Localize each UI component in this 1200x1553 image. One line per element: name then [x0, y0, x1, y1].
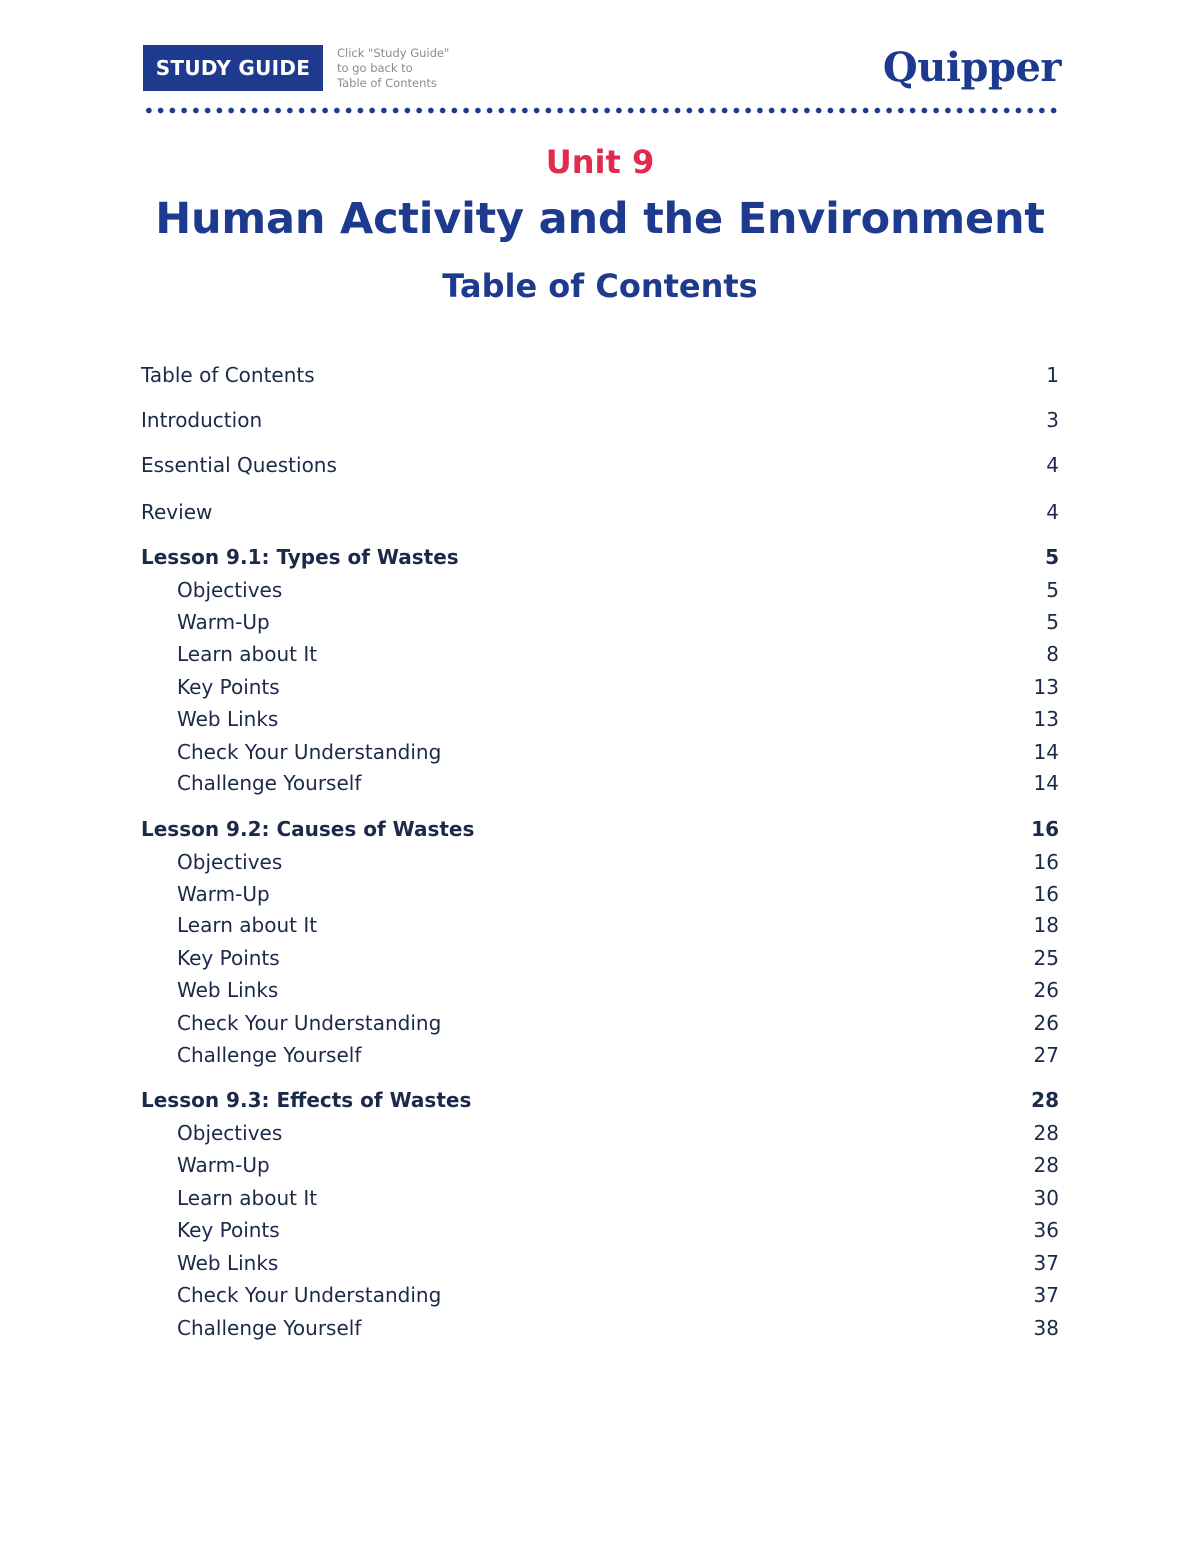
- toc-entry-label: Review: [141, 500, 213, 524]
- toc-entry-label: Web Links: [177, 978, 279, 1002]
- toc-entry-page: 1: [1046, 363, 1059, 387]
- toc-subentry[interactable]: [141, 1118, 1059, 1148]
- page-header: [143, 44, 1061, 92]
- toc-subentry[interactable]: [141, 1280, 1059, 1310]
- toc-subentry[interactable]: [141, 943, 1059, 973]
- toc-entry-label: Check Your Understanding: [177, 1011, 442, 1035]
- toc-entry-label: Key Points: [177, 675, 280, 699]
- toc-subentry[interactable]: [141, 1150, 1059, 1180]
- toc-entry-page: 36: [1033, 1218, 1059, 1242]
- toc-entry-label: Challenge Yourself: [177, 1043, 362, 1067]
- toc-entry-label: Lesson 9.3: Effects of Wastes: [141, 1088, 472, 1112]
- toc-entry-page: 16: [1031, 817, 1059, 841]
- toc-entry-page: 16: [1033, 882, 1059, 906]
- toc-subentry[interactable]: [141, 847, 1059, 877]
- toc-entry-page: 5: [1046, 610, 1059, 634]
- toc-entry-page: 8: [1046, 642, 1059, 666]
- toc-lesson-9-2[interactable]: [141, 814, 1059, 844]
- toc-entry-label: Challenge Yourself: [177, 771, 362, 795]
- dotted-divider: [143, 107, 1061, 114]
- toc-entry-page: 16: [1033, 850, 1059, 874]
- toc-entry-page: 28: [1033, 1121, 1059, 1145]
- toc-subentry[interactable]: [141, 672, 1059, 702]
- toc-entry-page: 27: [1033, 1043, 1059, 1067]
- toc-entry-page: 4: [1046, 453, 1059, 477]
- toc-subentry[interactable]: [141, 737, 1059, 767]
- toc-lesson-9-1[interactable]: [141, 542, 1059, 572]
- hint-line: Click "Study Guide": [337, 46, 450, 60]
- toc-entry-page: 14: [1033, 771, 1059, 795]
- toc-subentry[interactable]: [141, 910, 1059, 940]
- hint-line: Table of Contents: [337, 76, 437, 90]
- toc-entry-label: Learn about It: [177, 642, 318, 666]
- toc-subentry[interactable]: [141, 975, 1059, 1005]
- toc-entry-label: Challenge Yourself: [177, 1316, 362, 1340]
- toc-entry-page: 28: [1031, 1088, 1059, 1112]
- toc-entry-label: Warm-Up: [177, 1153, 270, 1177]
- toc-entry-page: 13: [1033, 707, 1059, 731]
- toc-subentry[interactable]: [141, 1008, 1059, 1038]
- toc-lesson-9-3[interactable]: [141, 1085, 1059, 1115]
- hint-line: to go back to: [337, 61, 413, 75]
- toc-entry-page: 14: [1033, 740, 1059, 764]
- toc-entry-label: Check Your Understanding: [177, 740, 442, 764]
- toc-subentry[interactable]: [141, 1248, 1059, 1278]
- toc-subentry[interactable]: [141, 639, 1059, 669]
- toc-entry-page: 30: [1033, 1186, 1059, 1210]
- toc-subentry[interactable]: [141, 879, 1059, 909]
- toc-entry-page: 37: [1033, 1283, 1059, 1307]
- study-guide-hint: [337, 46, 449, 91]
- toc-subentry[interactable]: [141, 607, 1059, 637]
- toc-entry-label: Essential Questions: [141, 453, 337, 477]
- quipper-logo: Quipper: [882, 44, 1061, 91]
- toc-entry-page: 18: [1033, 913, 1059, 937]
- toc-entry-page: 4: [1046, 500, 1059, 524]
- toc-subentry[interactable]: [141, 704, 1059, 734]
- toc-entry-label: Learn about It: [177, 1186, 318, 1210]
- toc-entry-label: Lesson 9.1: Types of Wastes: [141, 545, 459, 569]
- toc-entry-label: Key Points: [177, 946, 280, 970]
- toc-entry-page: 28: [1033, 1153, 1059, 1177]
- toc-subentry[interactable]: [141, 575, 1059, 605]
- toc-entry-label: Warm-Up: [177, 882, 270, 906]
- toc-entry-label: Web Links: [177, 707, 279, 731]
- toc-entry-page: 3: [1046, 408, 1059, 432]
- toc-subentry[interactable]: [141, 1313, 1059, 1343]
- toc-entry-page: 13: [1033, 675, 1059, 699]
- toc-entry-label: Check Your Understanding: [177, 1283, 442, 1307]
- toc-entry-page: 5: [1046, 578, 1059, 602]
- unit-label: Unit 9: [545, 143, 655, 181]
- toc-entry[interactable]: [141, 405, 1059, 435]
- toc-entry-label: Web Links: [177, 1251, 279, 1275]
- toc-entry-label: Key Points: [177, 1218, 280, 1242]
- study-guide-button[interactable]: STUDY GUIDE: [143, 45, 323, 91]
- toc-subentry[interactable]: [141, 1183, 1059, 1213]
- toc-entry-page: 37: [1033, 1251, 1059, 1275]
- toc-subentry[interactable]: [141, 768, 1059, 798]
- toc-entry-label: Lesson 9.2: Causes of Wastes: [141, 817, 475, 841]
- toc-entry-page: 38: [1033, 1316, 1059, 1340]
- toc-entry-label: Learn about It: [177, 913, 318, 937]
- toc-entry-label: Warm-Up: [177, 610, 270, 634]
- toc-entry[interactable]: [141, 497, 1059, 527]
- toc-entry-label: Table of Contents: [141, 363, 315, 387]
- toc-subentry[interactable]: [141, 1215, 1059, 1245]
- toc-subentry[interactable]: [141, 1040, 1059, 1070]
- toc-entry-page: 5: [1045, 545, 1059, 569]
- toc-entry[interactable]: [141, 450, 1059, 480]
- toc-heading: Table of Contents: [442, 267, 758, 305]
- toc-entry-label: Introduction: [141, 408, 263, 432]
- toc-entry[interactable]: [141, 360, 1059, 390]
- toc-entry-label: Objectives: [177, 578, 283, 602]
- toc-entry-label: Objectives: [177, 850, 283, 874]
- toc-entry-page: 25: [1033, 946, 1059, 970]
- toc-entry-page: 26: [1033, 978, 1059, 1002]
- page-title: Human Activity and the Environment: [155, 194, 1045, 244]
- toc-entry-label: Objectives: [177, 1121, 283, 1145]
- toc-entry-page: 26: [1033, 1011, 1059, 1035]
